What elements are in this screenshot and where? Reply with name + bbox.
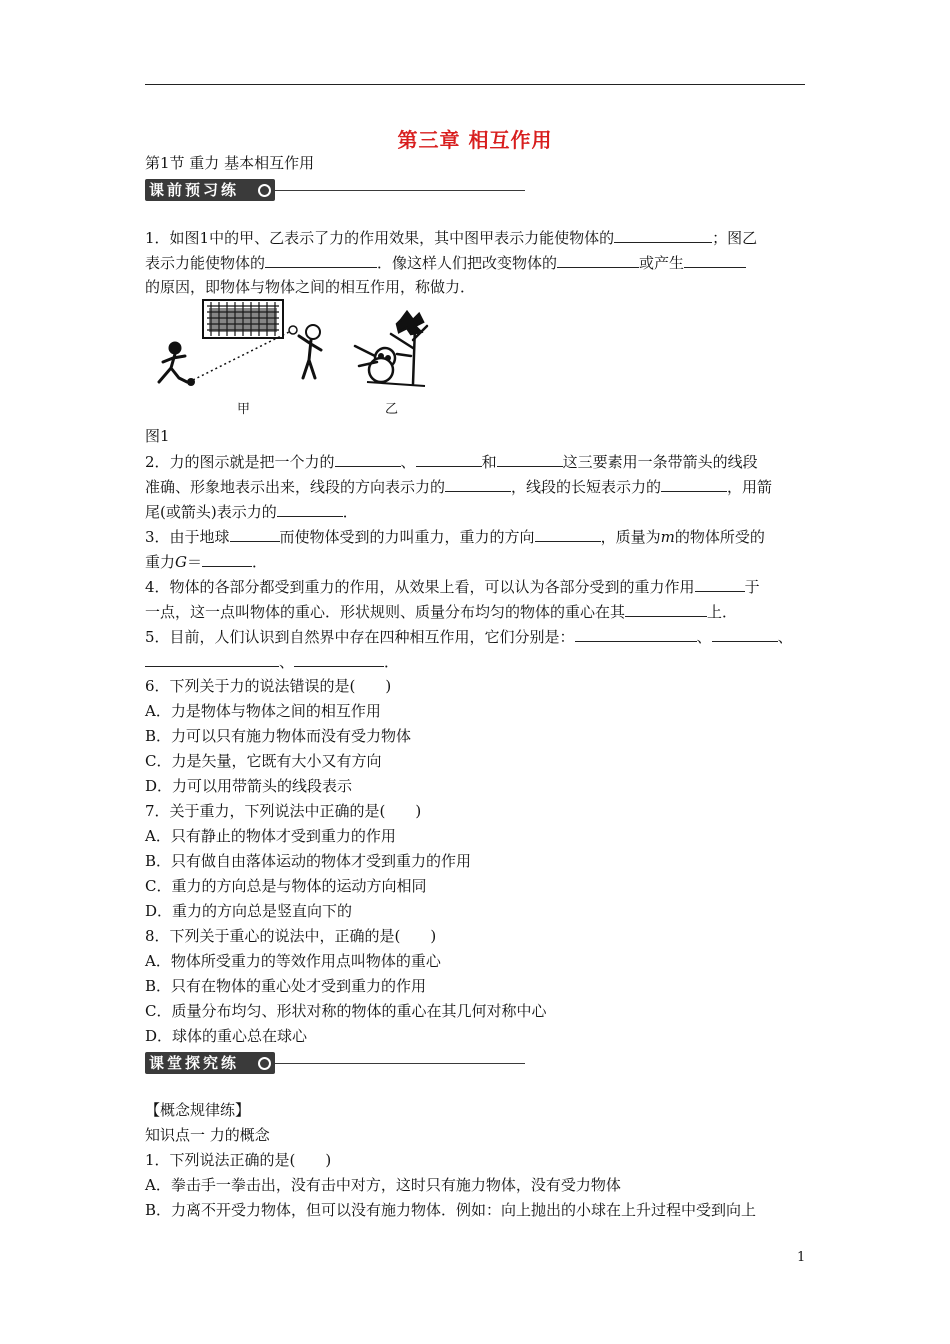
q2-line2: 准确、形象地表示出来，线段的方向表示力的 ，线段的长短表示力的 ，用箭: [145, 478, 773, 496]
q1-line3: 的原因，即物体与物体之间的相互作用，称做力．: [145, 278, 476, 296]
blank: [575, 626, 697, 642]
q8-option-d: D．球体的重心总在球心: [145, 1027, 308, 1045]
q4-line2: 一点，这一点叫物体的重心．形状规则、质量分布均匀的物体的重心在其 上．: [145, 603, 738, 621]
q3-line1: 3．由于地球 而使物体受到的力叫重力，重力的方向 ，质量为m的物体所受的: [145, 528, 765, 546]
banner-preview-label: 课前预习练: [145, 179, 275, 201]
q8-option-b: B．只有在物体的重心处才受到重力的作用: [145, 977, 427, 995]
blank: [335, 451, 401, 467]
banner-preview: [145, 179, 525, 201]
blank: [625, 601, 707, 617]
q3-line2: 重力G＝ ．: [145, 553, 268, 571]
q5-line1: 5．目前，人们认识到自然界中存在四种相互作用，它们分别是： 、 、: [145, 628, 793, 646]
header-rule: [145, 84, 805, 85]
q8-option-a: A．物体所受重力的等效作用点叫物体的重心: [145, 952, 441, 970]
blank: [557, 252, 639, 268]
banner-rule: [275, 1063, 525, 1064]
q7-stem: 7．关于重力，下列说法中正确的是( ): [145, 802, 422, 820]
blank: [145, 651, 279, 667]
q2-line1: 2．力的图示就是把一个力的 、 和 这三要素用一条带箭头的线段: [145, 453, 758, 471]
banner-classroom: [145, 1052, 525, 1074]
blank: [202, 551, 252, 567]
q1-line2: 表示力能使物体的 ．像这样人们把改变物体的 或产生: [145, 252, 746, 273]
figure-caption: 图1: [145, 427, 170, 445]
chapter-title: 第三章 相互作用: [397, 128, 553, 152]
q6-option-a: A．力是物体与物体之间的相互作用: [145, 702, 381, 720]
figure-label-jia: 甲: [237, 402, 251, 417]
banner-rule: [275, 190, 525, 191]
blank: [445, 476, 511, 492]
q7-option-c: C．重力的方向总是与物体的运动方向相同: [145, 877, 427, 895]
q6-option-d: D．力可以用带箭头的线段表示: [145, 777, 353, 795]
q4-line1: 4．物体的各部分都受到重力的作用，从效果上看，可以认为各部分受到的重力作用 于: [145, 578, 760, 596]
part2-q1-option-a: A．拳击手一拳击出，没有击中对方，这时只有施力物体，没有受力物体: [145, 1176, 621, 1194]
blank: [614, 227, 712, 243]
figure-1: [145, 296, 445, 416]
blank: [294, 651, 384, 667]
blank: [661, 476, 727, 492]
section-title: 第1节 重力 基本相互作用: [145, 154, 315, 172]
blank: [684, 252, 746, 268]
q6-option-c: C．力是矢量，它既有大小又有方向: [145, 752, 382, 770]
blank: [265, 252, 377, 268]
figure-label-yi: 乙: [385, 402, 399, 417]
q6-stem: 6．下列关于力的说法错误的是( ): [145, 677, 392, 695]
q2-line3: 尾(或箭头)表示力的 ．: [145, 503, 358, 521]
blank: [695, 576, 745, 592]
blank: [712, 626, 778, 642]
part2-heading: 【概念规律练】: [145, 1101, 251, 1119]
q1-line1: 1．如图1中的甲、乙表示了力的作用效果，其中图甲表示力能使物体的 ；图乙: [145, 229, 758, 247]
q8-option-c: C．质量分布均匀、形状对称的物体的重心在其几何对称中心: [145, 1002, 547, 1020]
q7-option-b: B．只有做自由落体运动的物体才受到重力的作用: [145, 852, 472, 870]
knowledge-point: 知识点一 力的概念: [145, 1126, 270, 1144]
q7-option-a: A．只有静止的物体才受到重力的作用: [145, 827, 396, 845]
page-number: 1: [797, 1250, 806, 1265]
part2-q1-stem: 1．下列说法正确的是( ): [145, 1151, 332, 1169]
q6-option-b: B．力可以只有施力物体而没有受力物体: [145, 727, 412, 745]
bullet-icon: [257, 1056, 272, 1071]
bullet-icon: [257, 183, 272, 198]
banner-classroom-label: 课堂探究练: [145, 1052, 275, 1074]
part2-q1-option-b: B．力离不开受力物体，但可以没有施力物体．例如：向上抛出的小球在上升过程中受到向上: [145, 1201, 757, 1219]
blank: [535, 526, 601, 542]
blank: [277, 501, 343, 517]
q5-line2: 、 ．: [145, 651, 399, 672]
q8-stem: 8．下列关于重心的说法中，正确的是( ): [145, 927, 437, 945]
q7-option-d: D．重力的方向总是竖直向下的: [145, 902, 353, 920]
blank: [416, 451, 482, 467]
blank: [230, 526, 280, 542]
figure-illustration: [145, 296, 445, 416]
blank: [497, 451, 563, 467]
